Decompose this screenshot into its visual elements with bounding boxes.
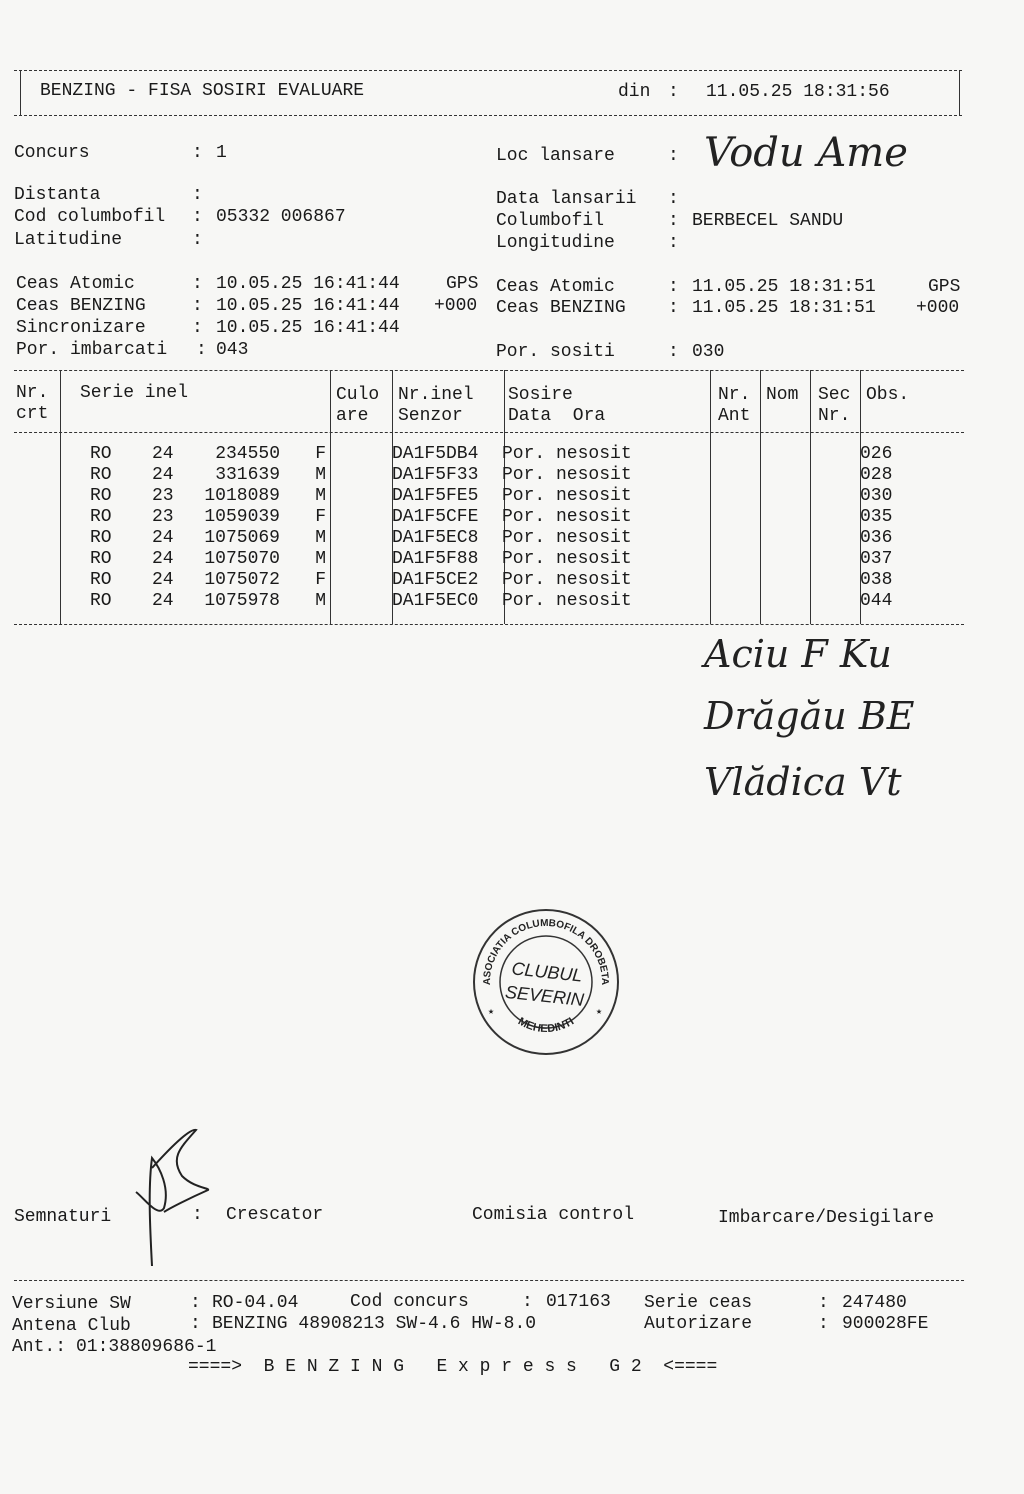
cell-obs: 030: [860, 486, 893, 506]
loc-lansare-label: Loc lansare: [496, 146, 615, 166]
header-nr-ant-2: Ant: [718, 406, 751, 426]
din-value: 11.05.25 18:31:56: [706, 82, 890, 102]
footer-rule: [14, 1280, 964, 1281]
sositi-label: Por. sositi: [496, 342, 615, 362]
cell-country: RO: [90, 486, 112, 506]
cell-sex: M: [315, 528, 326, 548]
ceas-atomic-left-suffix: GPS: [446, 274, 479, 294]
table-row: [14, 444, 920, 465]
table-row: [14, 570, 920, 591]
cell-sosire: Por. nesosit: [502, 444, 632, 464]
header-culoare: Culo: [336, 385, 380, 405]
comisia-control-label: Comisia control: [472, 1205, 635, 1225]
cell-senzor: DA1F5EC8: [392, 528, 479, 548]
ceas-atomic-right-value: 11.05.25 18:31:51: [692, 277, 876, 297]
longitudine-label: Longitudine: [496, 233, 615, 253]
sincronizare-label: Sincronizare: [16, 318, 146, 338]
cell-sosire: Por. nesosit: [502, 486, 632, 506]
imbarcati-value: 043: [216, 340, 249, 360]
columbofil-value: BERBECEL SANDU: [692, 211, 844, 231]
cell-country: RO: [90, 444, 112, 464]
stamp-center-1: CLUBUL: [510, 958, 584, 986]
cell-ring: 1075070: [204, 549, 280, 569]
brand-banner: ====> B E N Z I N G E x p r e s s G 2 <====: [188, 1357, 718, 1377]
cell-ring: 331639: [215, 465, 280, 485]
header-culoare-2: are: [336, 406, 369, 426]
cell-sex: M: [315, 591, 326, 611]
cell-ring: 1075072: [204, 570, 280, 590]
cell-senzor: DA1F5CFE: [392, 507, 479, 527]
table-top-rule: [14, 370, 964, 371]
header-nr-crt: Nr.: [16, 383, 49, 403]
table-row: [14, 528, 920, 549]
document-title: BENZING - FISA SOSIRI EVALUARE: [40, 81, 365, 101]
imbarcati-label: Por. imbarcati: [16, 340, 168, 360]
header-nom: Nom: [766, 385, 799, 405]
antena-value: BENZING 48908213 SW-4.6 HW-8.0: [212, 1314, 537, 1334]
cell-senzor: DA1F5DB4: [392, 444, 479, 464]
cell-obs: 035: [860, 507, 893, 527]
cod-columbofil-label: Cod columbofil: [14, 207, 166, 227]
header-nr-crt-2: crt: [16, 404, 49, 424]
autorizare-label: Autorizare: [644, 1314, 753, 1334]
versiune-label: Versiune SW: [12, 1294, 131, 1314]
cell-year: 24: [152, 549, 174, 569]
table-row: [14, 549, 920, 570]
ant-value: 01:38809686-1: [76, 1337, 217, 1357]
table-bottom-rule: [14, 624, 964, 625]
cell-country: RO: [90, 570, 112, 590]
birds-table: [14, 444, 920, 612]
cell-senzor: DA1F5F88: [392, 549, 479, 569]
ceas-atomic-left-value: 10.05.25 16:41:44: [216, 274, 400, 294]
stamp-bottom-text: MEHEDINTI: [515, 1015, 577, 1036]
ceas-atomic-left-label: Ceas Atomic: [16, 274, 135, 294]
table-row: [14, 465, 920, 486]
sincronizare-value: 10.05.25 16:41:44: [216, 318, 400, 338]
cod-concurs-label: Cod concurs: [350, 1292, 469, 1312]
header-obs: Obs.: [866, 385, 910, 405]
cell-ring: 234550: [215, 444, 280, 464]
handwritten-note-2: Drăgău BE: [704, 694, 915, 738]
cell-sosire: Por. nesosit: [502, 549, 632, 569]
cod-concurs-value: 017163: [546, 1292, 611, 1312]
cell-year: 24: [152, 591, 174, 611]
cell-year: 23: [152, 507, 174, 527]
header-nr-ant: Nr.: [718, 385, 751, 405]
header-sosire: Sosire: [508, 385, 573, 405]
imbarcare-label: Imbarcare/Desigilare: [718, 1208, 935, 1228]
cell-sosire: Por. nesosit: [502, 528, 632, 548]
ceas-atomic-right-suffix: GPS: [928, 277, 961, 297]
cell-senzor: DA1F5EC0: [392, 591, 479, 611]
evaluation-sheet: BENZING - FISA SOSIRI EVALUARE din : 11.05.25 18:31:56 Concurs : 1 Distanta : Cod columbofil : 05332 006867 Latitudine : Loc lansare : Vodu Ame Data lansarii : Columbofil : BERBECEL SANDU Longitudine : Ceas Atomic : 10.05.25 16:41:44 GPS Ceas BENZING : 10.05.25 16:41:44 +000 Sincronizare : 10.05.25 16:41:44 Por. imbarcati : 043 Ceas Atomic : 11.05.25 18:31:51 GPS Ceas BENZING : 11.05.25 18:31:51 +000 Por. sositi : 030 Nr. crt Serie inel Culo are Nr.inel Senzor Sosire Data Ora Nr. Ant Nom Sec Nr. Obs. RO 24 234550 F DA1F5DB4 Por. nesosit 026 RO 24 331639 M DA1F5F33 Por. nesosit 028 RO 23 1018089 M DA1F5FE5 Por. nesosit 030 RO 23 1059039 F DA1F5CFE Por. nesosit 035 RO 24 1075069 M DA1F5EC8 Por. nesosit 036 RO 24 1075070 M DA1F5F88 Por. nesosit 037 RO 24 1075072 F DA1F5CE2 Por. nesosit 038 RO 24 1075978 M DA1F5EC0 Por. nesosit 044 Aciu F Ku Drăgău BE Vlădica Vt ASOCIATIA COLUMBOFILA DROBETA MEHEDINTI CLUBUL SEVERIN ★ ★ Semnaturi : Crescator Comisia control Imbarcare/Desigilare Versiune SW : RO-04.04 Cod concurs : 017163 Serie ceas : 247480 Antena Club : BENZING 48908213 SW-4.6 HW-8.0 Autorizare : 900028FE Ant.: 01:38809686-1 ====> B E N Z I N G E x p r e s s G 2 <====: [0, 0, 1024, 1494]
cell-year: 24: [152, 465, 174, 485]
table-row: [14, 591, 920, 612]
ant-label: Ant.:: [12, 1337, 67, 1357]
ceas-benzing-left-label: Ceas BENZING: [16, 296, 146, 316]
cell-sex: F: [315, 570, 326, 590]
table-row: [14, 486, 920, 507]
ceas-benzing-right-label: Ceas BENZING: [496, 298, 626, 318]
cell-sex: M: [315, 549, 326, 569]
ceas-benzing-right-value: 11.05.25 18:31:51: [692, 298, 876, 318]
cell-country: RO: [90, 591, 112, 611]
header-senzor: Senzor: [398, 406, 463, 426]
cell-senzor: DA1F5FE5: [392, 486, 479, 506]
cell-senzor: DA1F5CE2: [392, 570, 479, 590]
table-header-rule: [14, 432, 964, 433]
ceas-atomic-right-label: Ceas Atomic: [496, 277, 615, 297]
serie-ceas-value: 247480: [842, 1293, 907, 1313]
stamp-center-2: SEVERIN: [504, 981, 585, 1010]
cell-ring: 1059039: [204, 507, 280, 527]
header-nr-inel: Nr.inel: [398, 385, 474, 405]
cell-sosire: Por. nesosit: [502, 465, 632, 485]
cell-country: RO: [90, 528, 112, 548]
ceas-benzing-left-value: 10.05.25 16:41:44: [216, 296, 400, 316]
crescator-label: Crescator: [226, 1205, 324, 1225]
header-sec: Sec: [818, 385, 851, 405]
din-label: din: [618, 82, 651, 102]
loc-lansare-handwritten: Vodu Ame: [704, 130, 908, 176]
header-sec-nr: Nr.: [818, 406, 851, 426]
club-stamp: [472, 908, 620, 1056]
handwritten-note-1: Aciu F Ku: [704, 632, 892, 676]
ceas-benzing-left-suffix: +000: [434, 296, 478, 316]
ceas-benzing-right-suffix: +000: [916, 298, 960, 318]
stamp-top-text: ASOCIATIA COLUMBOFILA DROBETA: [481, 917, 611, 986]
cell-ring: 1075069: [204, 528, 280, 548]
cell-country: RO: [90, 507, 112, 527]
cell-obs: 037: [860, 549, 893, 569]
cell-sex: F: [315, 444, 326, 464]
breeder-signature-icon: [130, 1128, 220, 1268]
cell-obs: 028: [860, 465, 893, 485]
cell-year: 24: [152, 528, 174, 548]
cell-obs: 038: [860, 570, 893, 590]
concurs-value: 1: [216, 143, 227, 163]
versiune-value: RO-04.04: [212, 1293, 299, 1313]
cod-columbofil-value: 05332 006867: [216, 207, 346, 227]
cell-obs: 044: [860, 591, 893, 611]
autorizare-value: 900028FE: [842, 1314, 929, 1334]
stamp-star-icon: ★: [488, 1007, 495, 1018]
header-data-ora: Data Ora: [508, 406, 606, 426]
cell-obs: 026: [860, 444, 893, 464]
cell-country: RO: [90, 549, 112, 569]
cell-ring: 1075978: [204, 591, 280, 611]
semnaturi-label: Semnaturi: [14, 1207, 112, 1227]
serie-ceas-label: Serie ceas: [644, 1293, 753, 1313]
columbofil-label: Columbofil: [496, 211, 605, 231]
table-row: [14, 507, 920, 528]
cell-sex: M: [315, 486, 326, 506]
cell-obs: 036: [860, 528, 893, 548]
latitudine-label: Latitudine: [14, 230, 123, 250]
distanta-label: Distanta: [14, 185, 101, 205]
cell-sex: M: [315, 465, 326, 485]
cell-sosire: Por. nesosit: [502, 570, 632, 590]
cell-year: 24: [152, 570, 174, 590]
sositi-value: 030: [692, 342, 725, 362]
data-lansarii-label: Data lansarii: [496, 189, 637, 209]
cell-year: 23: [152, 486, 174, 506]
header-serie-inel: Serie inel: [80, 383, 189, 403]
concurs-label: Concurs: [14, 143, 90, 163]
antena-label: Antena Club: [12, 1316, 131, 1336]
cell-year: 24: [152, 444, 174, 464]
cell-sosire: Por. nesosit: [502, 507, 632, 527]
cell-sosire: Por. nesosit: [502, 591, 632, 611]
cell-senzor: DA1F5F33: [392, 465, 479, 485]
stamp-star-icon: ★: [596, 1007, 603, 1018]
cell-ring: 1018089: [204, 486, 280, 506]
cell-country: RO: [90, 465, 112, 485]
cell-sex: F: [315, 507, 326, 527]
handwritten-note-3: Vlădica Vt: [704, 760, 902, 804]
